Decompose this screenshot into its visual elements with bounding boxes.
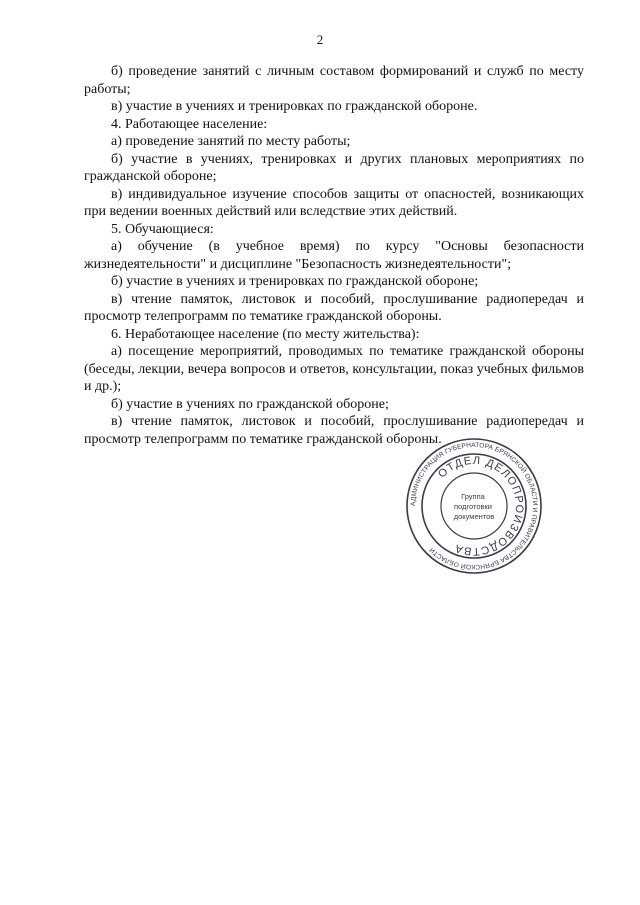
svg-text:Группа подготовки доку (454, 492, 495, 521)
paragraph: а) проведение занятий по месту работы; (111, 134, 351, 149)
section-heading: 5. Обучающиеся: (111, 221, 214, 237)
page-number: 2 (316, 32, 324, 47)
paragraph: б) участие в учениях, тренировках и других плановых мероприятиях по гражданской обороне; (84, 151, 584, 184)
section-heading: 4. Работающее население: (111, 116, 268, 132)
paragraph: б) проведение занятий с личным составом формирований и служб по месту работы; (84, 64, 584, 97)
paragraph: в) чтение памяток, листовок и пособий, прослушивание радиопередач и просмотр телепрограмм по тематике гражданской обороны. (84, 291, 584, 324)
stamp-center-line: документов (453, 512, 495, 521)
paragraph: в) чтение памяток, листовок и пособий, прослушивание радиопередач и просмотр телепрограмм по тематике гражданской обороны. (84, 414, 584, 447)
paragraph: в) участие в учениях и тренировках по гражданской обороне. (111, 99, 478, 114)
section-heading: 6. Неработающее население (по месту жительства): (111, 326, 420, 342)
paragraph: в) индивидуальное изучение способов защиты от опасностей, возникающих при ведении военных действий или вследствие этих действий. (84, 186, 584, 219)
stamp-inner-text: ОТДЕЛ ДЕЛОПРОИЗВОДСТВА (436, 454, 526, 558)
paragraph: а) обучение (в учебное время) по курсу "Основы безопасности жизнедеятельности" и дисциплине "Безопасность жизнедеятельности"; (84, 239, 584, 272)
department-stamp (404, 436, 544, 576)
paragraph: б) участие в учениях и тренировках по гражданской обороне; (111, 274, 479, 289)
paragraph: б) участие в учениях по гражданской обороне; (111, 396, 389, 412)
stamp-outer-text: АДМИНИСТРАЦИЯ ГУБЕРНАТОРА БРЯНСКОЙ ОБЛАСТИ И ПРАВИТЕЛЬСТВА БРЯНСКОЙ ОБЛАСТИ (409, 441, 539, 571)
stamp-center-line: Группа (461, 492, 485, 501)
paragraph: а) посещение мероприятий, проводимых по тематике гражданской обороны (беседы, лекции, вечера вопросов и ответов, консультации, показ учебных фильмов и др.); (84, 344, 584, 394)
stamp-center-line: подготовки (453, 502, 492, 511)
document-body (84, 63, 584, 448)
